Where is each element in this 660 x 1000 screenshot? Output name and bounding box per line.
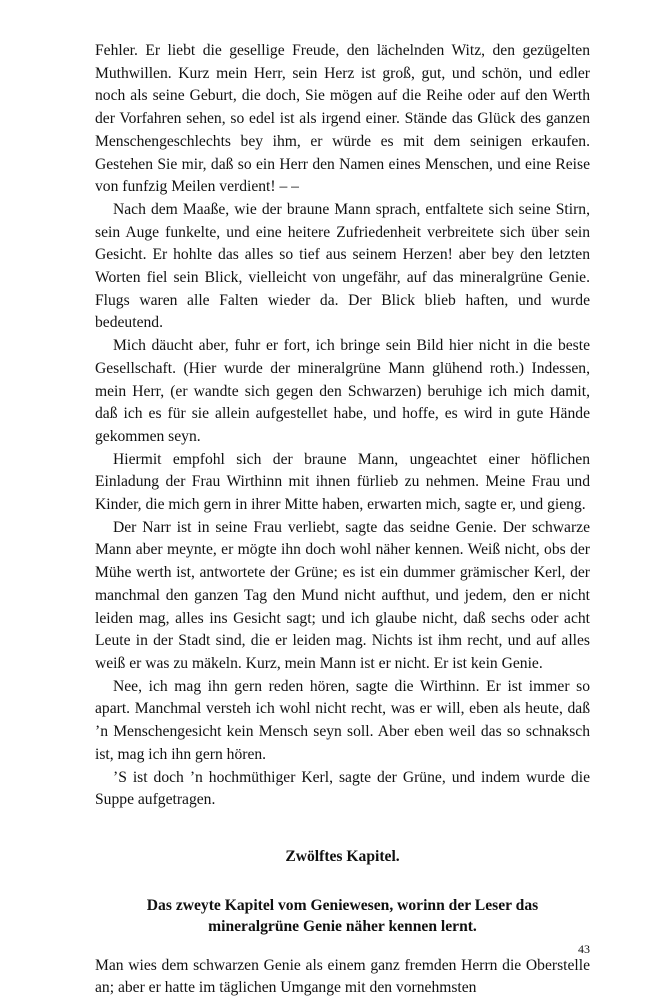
chapter-opening-paragraph: Man wies dem schwarzen Genie als einem ganz fremden Herrn die Oberstelle an; aber er hatte im täglichen Umgange mit den vornehmsten — [95, 956, 590, 997]
paragraph: Nach dem Maaße, wie der braune Mann sprach, entfaltete sich seine Stirn, sein Auge funkelte, und eine heitere Zufriedenheit verbreitete sich über sein Gesicht. Er hohlte das alles so tief aus seinem Herzen! aber bey den letzten Worten fiel sein Blick, vielleicht von ungefähr, auf das mineralgrüne Genie. Flugs waren alle Falten wieder da. Der Blick blieb haften, und wurde bedeutend. — [95, 200, 590, 332]
paragraph: Hiermit empfohl sich der braune Mann, ungeachtet einer höflichen Einladung der Frau Wirthinn mit ihnen fürlieb zu nehmen. Meine Frau und Kinder, die mich gern in ihrer Mitte haben, erwarten mich, sagte er, und gieng. — [95, 450, 590, 514]
chapter-subtitle: Das zweyte Kapitel vom Geniewesen, worinn der Leser das mineralgrüne Genie näher kennen lernt. — [146, 896, 539, 935]
paragraph: Nee, ich mag ihn gern reden hören, sagte die Wirthinn. Er ist immer so apart. Manchmal versteh ich wohl nicht recht, was er will, eben als heute, daß ’n Menschengesicht kein Mensch seyn soll. Aber eben weil das so schnaksch ist, mag ich ihn gern hören. — [95, 677, 590, 763]
paragraph-continuation: Fehler. Er liebt die gesellige Freude, den lächelnden Witz, den gezügelten Muthwillen. Kurz mein Herr, sein Herz ist groß, gut, und schön, und edler noch als seine Geburt, die doch, Sie mögen auf die Reihe oder auf den Werth der Vorfahren sehen, so edel ist als irgend einer. Stände das Glück des ganzen Menschengeschlechts bey ihm, er würde es mit dem seinigen erkaufen. Gestehen Sie mir, daß so ein Herr den Namen eines Menschen, und eine Reise von funfzig Meilen verdient! – – — [95, 42, 590, 196]
paragraph: ’S ist doch ’n hochmüthiger Kerl, sagte der Grüne, und indem wurde die Suppe aufgetragen. — [95, 768, 590, 809]
page-body — [95, 40, 590, 1000]
paragraph: Mich däucht aber, fuhr er fort, ich bringe sein Bild hier nicht in die beste Gesellschaft. (Hier wurde der mineralgrüne Mann glühend roth.) Indessen, mein Herr, (er wandte sich gegen den Schwarzen) beruhige ich mich damit, daß ich es für sie allein aufgestellet habe, und hoffe, es wird in gute Hände gekommen seyn. — [95, 337, 590, 445]
paragraph: Der Narr ist in seine Frau verliebt, sagte das seidne Genie. Der schwarze Mann aber meynte, er mögte ihn doch wohl näher kennen. Weiß nicht, obs der Mühe werth ist, antwortete der Grüne; es ist ein dummer grämischer Kerl, der manchmal den ganzen Tag den Mund nicht aufthut, und jedem, den er nicht leiden mag, alles ins Gesicht sagt; und ich glaube nicht, daß sechs oder acht Leute in der Stadt sind, die er leiden mag. Nichts ist ihm recht, und auf alles weiß er was zu mäkeln. Kurz, mein Mann ist er nicht. Er ist kein Genie. — [95, 518, 590, 672]
chapter-title: Zwölftes Kapitel. — [285, 847, 400, 865]
page-number: 43 — [578, 942, 590, 956]
